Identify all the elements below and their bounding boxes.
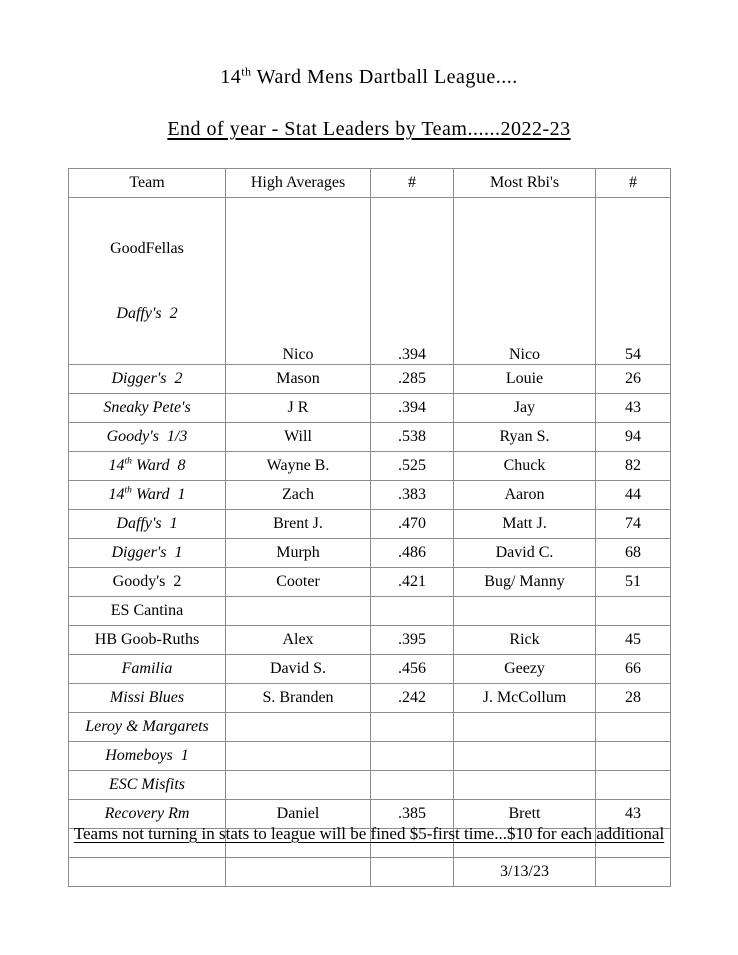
rbi-player-cell: Matt J. [454, 510, 596, 539]
table-row [69, 771, 671, 800]
high-average-player-cell [226, 771, 371, 800]
date-row [69, 858, 671, 887]
empty-cell [226, 858, 371, 887]
rbi-player-cell [454, 742, 596, 771]
table-row-goodfellas-daffys2 [69, 198, 671, 365]
page-title [0, 66, 738, 89]
header-avg-count: # [371, 169, 454, 198]
high-average-player-cell: Murph [226, 539, 371, 568]
rbi-value-cell: 43 [596, 394, 671, 423]
team-cell: Homeboys 1 [69, 742, 226, 771]
high-average-player-cell: Zach [226, 481, 371, 510]
team-cell: Digger's 1 [69, 539, 226, 568]
high-average-value-cell [371, 742, 454, 771]
high-average-player-cell: Mason [226, 365, 371, 394]
rbi-value-cell: 28 [596, 684, 671, 713]
team-cell: Goody's 1/3 [69, 423, 226, 452]
rbi-player-cell: David C. [454, 539, 596, 568]
table-row [69, 742, 671, 771]
team-cell: Sneaky Pete's [69, 394, 226, 423]
stat-leaders-table [68, 168, 671, 887]
rbi-player-cell: Ryan S. [454, 423, 596, 452]
rbi-value-cell [596, 742, 671, 771]
table-row [69, 597, 671, 626]
title-text: Ward Mens Dartball League.... [251, 66, 518, 88]
high-average-player-cell: Wayne B. [226, 452, 371, 481]
rbi-value-cell: 44 [596, 481, 671, 510]
header-high-averages: High Averages [226, 169, 371, 198]
stats-table-body [69, 198, 671, 887]
team-cell: ES Cantina [69, 597, 226, 626]
rbi-player-cell: Nico [454, 198, 596, 365]
rbi-player-cell [454, 597, 596, 626]
table-row [69, 481, 671, 510]
high-average-value-cell: .470 [371, 510, 454, 539]
table-row [69, 655, 671, 684]
high-average-value-cell [371, 713, 454, 742]
team-cell: Leroy & Margarets [69, 713, 226, 742]
team-name: Daffy's 2 [116, 305, 178, 322]
title-text: 14 [220, 66, 242, 88]
high-average-player-cell: Brent J. [226, 510, 371, 539]
rbi-player-cell: Bug/ Manny [454, 568, 596, 597]
rbi-player-cell: Louie [454, 365, 596, 394]
high-average-player-cell: Will [226, 423, 371, 452]
page-subtitle: End of year - Stat Leaders by Team......2022-23 [167, 118, 571, 140]
rbi-player-cell: Rick [454, 626, 596, 655]
team-cell: Missi Blues [69, 684, 226, 713]
high-average-player-cell: J R [226, 394, 371, 423]
team-cell: ESC Misfits [69, 771, 226, 800]
table-row [69, 684, 671, 713]
high-average-value-cell: .285 [371, 365, 454, 394]
high-average-value-cell: .421 [371, 568, 454, 597]
high-average-value-cell: .538 [371, 423, 454, 452]
high-average-player-cell [226, 713, 371, 742]
table-row [69, 423, 671, 452]
high-average-player-cell [226, 597, 371, 626]
rbi-value-cell: 68 [596, 539, 671, 568]
ordinal-suffix: th [241, 64, 252, 79]
empty-cell [371, 858, 454, 887]
rbi-value-cell: 66 [596, 655, 671, 684]
team-cell: Digger's 2 [69, 365, 226, 394]
high-average-player-cell: Cooter [226, 568, 371, 597]
team-cell: Goody's 2 [69, 568, 226, 597]
rbi-value-cell: 94 [596, 423, 671, 452]
rbi-value-cell [596, 771, 671, 800]
high-average-player-cell [226, 742, 371, 771]
high-average-value-cell [371, 771, 454, 800]
rbi-value-cell: 51 [596, 568, 671, 597]
high-average-value-cell: .394 [371, 394, 454, 423]
table-row [69, 626, 671, 655]
team-cell: Recovery Rm [69, 800, 226, 829]
rbi-player-cell: J. McCollum [454, 684, 596, 713]
table-row [69, 713, 671, 742]
rbi-value-cell: 26 [596, 365, 671, 394]
date-cell: 3/13/23 [454, 858, 596, 887]
high-average-value-cell: .525 [371, 452, 454, 481]
high-average-value-cell: .486 [371, 539, 454, 568]
ordinal-suffix: th [124, 455, 132, 467]
header-most-rbis: Most Rbi's [454, 169, 596, 198]
team-cell: Familia [69, 655, 226, 684]
rbi-value-cell: 54 [596, 198, 671, 365]
rbi-value-cell: 74 [596, 510, 671, 539]
high-average-player-cell: Daniel [226, 800, 371, 829]
rbi-player-cell [454, 713, 596, 742]
team-cell: 14th Ward 1 [69, 481, 226, 510]
high-average-player-cell: S. Branden [226, 684, 371, 713]
rbi-value-cell: 45 [596, 626, 671, 655]
high-average-value-cell: .395 [371, 626, 454, 655]
team-cell: HB Goob-Ruths [69, 626, 226, 655]
header-team: Team [69, 169, 226, 198]
team-name: GoodFellas [110, 240, 184, 257]
fine-notice: Teams not turning in stats to league will be fined $5-first time...$10 for each additional [73, 824, 665, 843]
high-average-value-cell: .456 [371, 655, 454, 684]
high-average-player-cell: David S. [226, 655, 371, 684]
rbi-value-cell: 43 [596, 800, 671, 829]
team-cell: Daffy's 1 [69, 510, 226, 539]
rbi-player-cell: Aaron [454, 481, 596, 510]
ordinal-suffix: th [124, 484, 132, 496]
empty-cell [69, 858, 226, 887]
table-header-row [69, 169, 671, 198]
table-row [69, 568, 671, 597]
team-cell [69, 198, 226, 365]
high-average-value-cell [371, 597, 454, 626]
header-rbi-count: # [596, 169, 671, 198]
table-row [69, 394, 671, 423]
rbi-value-cell [596, 597, 671, 626]
team-cell: 14th Ward 8 [69, 452, 226, 481]
high-average-value-cell: .394 [371, 198, 454, 365]
rbi-player-cell: Chuck [454, 452, 596, 481]
rbi-player-cell: Geezy [454, 655, 596, 684]
rbi-value-cell [596, 713, 671, 742]
high-average-value-cell: .242 [371, 684, 454, 713]
empty-cell [596, 858, 671, 887]
high-average-player-cell: Nico [226, 198, 371, 365]
rbi-player-cell: Jay [454, 394, 596, 423]
table-row [69, 510, 671, 539]
high-average-player-cell: Alex [226, 626, 371, 655]
rbi-player-cell: Brett [454, 800, 596, 829]
high-average-value-cell: .383 [371, 481, 454, 510]
high-average-value-cell: .385 [371, 800, 454, 829]
table-row [69, 452, 671, 481]
rbi-value-cell: 82 [596, 452, 671, 481]
table-row [69, 365, 671, 394]
rbi-player-cell [454, 771, 596, 800]
table-row [69, 539, 671, 568]
